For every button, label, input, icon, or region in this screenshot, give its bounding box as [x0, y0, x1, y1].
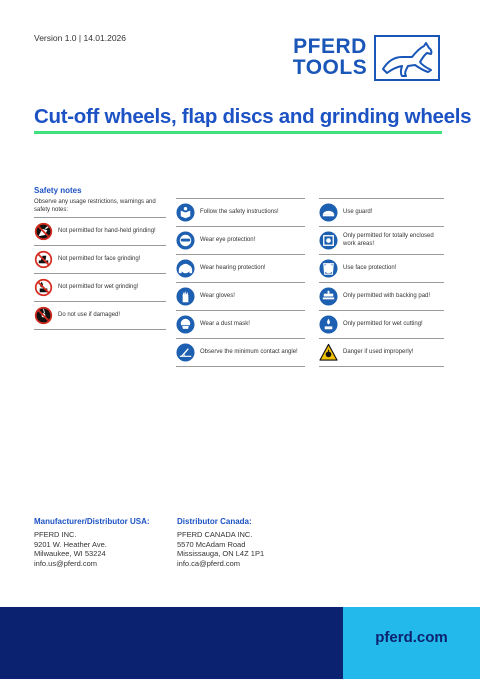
list-item-label: Not permitted for face grinding! [58, 255, 141, 262]
list-item [34, 217, 166, 245]
wet-cutting-icon [319, 315, 338, 334]
page-title: Cut-off wheels, flap discs and grinding wheels [34, 105, 472, 128]
version-label: Version 1.0 | 14.01.2026 [34, 33, 127, 43]
dust-mask-icon [176, 315, 195, 334]
footer-url-link[interactable]: pferd.com [375, 629, 448, 646]
list-item-label: Use guard! [343, 208, 373, 215]
list-item-label: Follow the safety instructions! [200, 208, 279, 215]
logo-line2: TOOLS [292, 56, 368, 79]
list-item-label: Only permitted for wet cutting! [343, 320, 423, 327]
contact-angle-icon [176, 343, 195, 362]
footer-band [0, 607, 343, 679]
list-item-label: Do not use if damaged! [58, 311, 121, 318]
no-hand-held-icon [34, 222, 53, 241]
list-item [34, 273, 166, 301]
list-item-label: Not permitted for wet grinding! [58, 283, 139, 290]
hearing-protection-icon [176, 259, 195, 278]
canada-line: PFERD CANADA INC. [177, 529, 253, 539]
list-item-label: Danger if used improperly! [343, 348, 414, 355]
list-item-label: Wear eye protection! [200, 236, 256, 243]
no-wet-grinding-icon [34, 278, 53, 297]
list-item [176, 338, 305, 367]
list-item [34, 301, 166, 330]
canada-email[interactable]: info.ca@pferd.com [177, 559, 241, 569]
guard-icon [319, 203, 338, 222]
list-item-label: Wear a dust mask! [200, 320, 250, 327]
canada-line: 5570 McAdam Road [177, 539, 246, 549]
canada-address [177, 517, 264, 569]
safety-notes-title: Safety notes [34, 186, 82, 195]
eye-protection-icon [176, 231, 195, 250]
usa-address [34, 517, 150, 569]
list-item-label: Wear hearing protection! [200, 264, 266, 271]
enclosed-area-icon [319, 231, 338, 250]
list-item [319, 310, 444, 338]
horse-icon [374, 35, 440, 81]
safety-intro: Observe any usage restrictions, warnings and safety notes: [34, 199, 156, 213]
usa-heading: Manufacturer/Distributor USA: [34, 517, 150, 526]
usa-line: Milwaukee, WI 53224 [34, 549, 106, 559]
pferd-logo [290, 35, 440, 81]
list-item-label: Not permitted for hand-held grinding! [58, 227, 156, 234]
list-item [176, 198, 305, 226]
canada-line: Mississauga, ON L4Z 1P1 [177, 549, 265, 559]
title-underline [34, 131, 442, 134]
canada-heading: Distributor Canada: [177, 517, 252, 526]
list-item-label: Wear gloves! [200, 292, 235, 299]
list-item [319, 198, 444, 226]
face-protection-icon [319, 259, 338, 278]
list-item [34, 245, 166, 273]
list-item [319, 338, 444, 367]
list-item [176, 254, 305, 282]
list-item-label: Only permitted with backing pad! [343, 292, 431, 299]
usa-line: PFERD INC. [34, 529, 77, 539]
list-item-label: Observe the minimum contact angle! [200, 348, 298, 355]
usa-email[interactable]: info.us@pferd.com [34, 559, 98, 569]
safety-column-1 [34, 217, 166, 330]
list-item-label: Only permitted for totally enclosed work areas! [343, 233, 434, 247]
logo-line1: PFERD [293, 35, 367, 58]
no-face-grinding-icon [34, 250, 53, 269]
list-item [176, 310, 305, 338]
usa-line: 9201 W. Heather Ave. [34, 539, 107, 549]
list-item-label: Use face protection! [343, 264, 397, 271]
list-item [319, 282, 444, 310]
safety-column-3 [319, 198, 444, 367]
list-item [319, 254, 444, 282]
danger-icon [319, 343, 338, 362]
manual-icon [176, 203, 195, 222]
list-item [176, 282, 305, 310]
list-item [176, 226, 305, 254]
backing-pad-icon [319, 287, 338, 306]
list-item [319, 226, 444, 254]
safety-column-2 [176, 198, 305, 367]
no-damaged-icon [34, 306, 53, 325]
gloves-icon [176, 287, 195, 306]
